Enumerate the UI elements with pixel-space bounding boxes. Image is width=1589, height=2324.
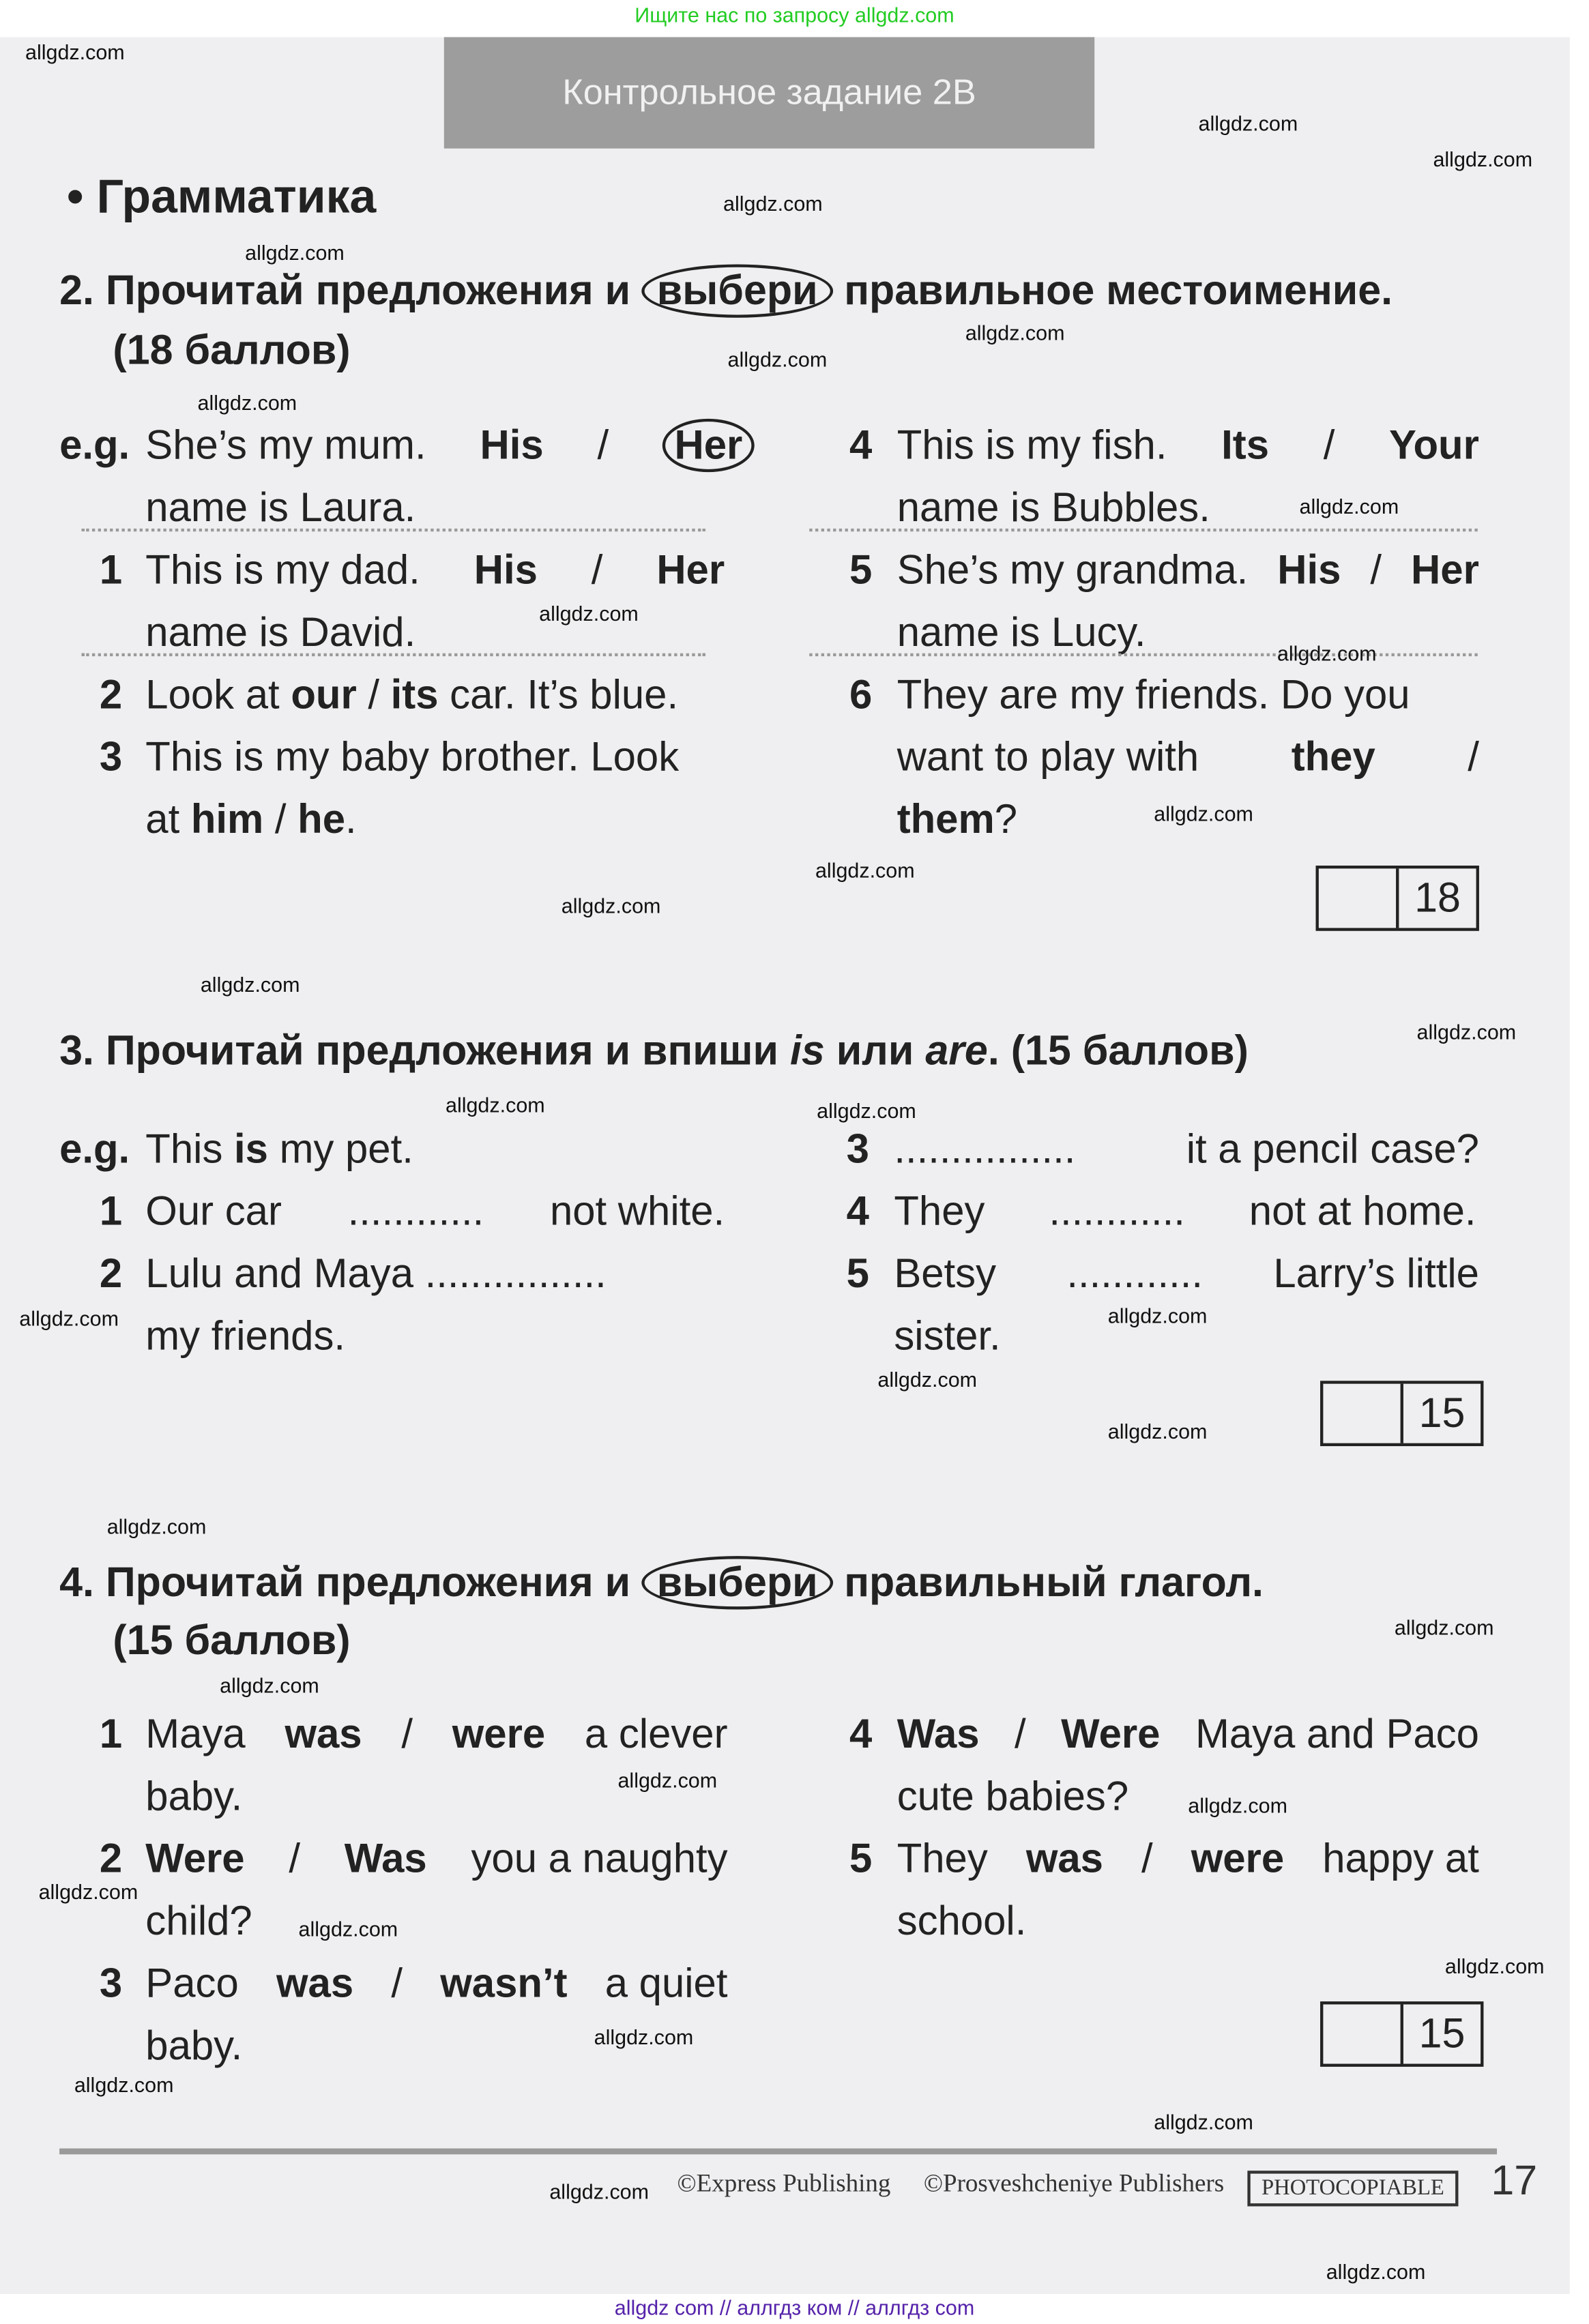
- ex3-eg: [145, 1124, 413, 1175]
- item-number: 2: [99, 1835, 123, 1881]
- sentence: a clever: [584, 1710, 728, 1756]
- ex2-title: [59, 267, 1393, 315]
- ex4-title: [59, 1559, 1264, 1606]
- option[interactable]: Her: [656, 546, 725, 593]
- watermark-text: allgdz.com: [1107, 1419, 1208, 1443]
- ex4-points: (15 баллов): [113, 1617, 351, 1663]
- item-number: 1: [99, 1188, 123, 1234]
- sentence: child?: [145, 1897, 252, 1944]
- ex4-instruction-end: правильный глагол.: [844, 1559, 1264, 1605]
- option[interactable]: he: [297, 795, 346, 842]
- option[interactable]: its: [390, 671, 439, 718]
- word-are: are: [925, 1027, 988, 1074]
- option[interactable]: His: [480, 422, 544, 468]
- ex2-eg-line: [145, 420, 754, 471]
- watermark-text: allgdz.com: [1198, 111, 1298, 136]
- watermark-text: allgdz.com: [19, 1306, 119, 1331]
- sentence: She’s my grandma.: [896, 546, 1249, 593]
- watermark-text: allgdz.com: [38, 1879, 139, 1904]
- watermark-text: allgdz.com: [877, 1367, 978, 1392]
- top-banner-note: Ищите нас по запросу allgdz.com: [635, 3, 954, 27]
- item-number: 1: [99, 546, 123, 593]
- page-number: 17: [1491, 2157, 1538, 2204]
- watermark-text: allgdz.com: [220, 1673, 319, 1697]
- sentence: Look at: [145, 671, 280, 718]
- watermark-text: allgdz.com: [197, 390, 297, 415]
- item-number: 5: [849, 1835, 873, 1881]
- watermark-text: allgdz.com: [539, 601, 639, 626]
- sentence: you a naughty: [471, 1835, 728, 1881]
- sentence: They: [894, 1188, 985, 1234]
- watermark-text: allgdz.com: [106, 1514, 207, 1538]
- option[interactable]: Her: [1411, 546, 1479, 593]
- slash: /: [1323, 422, 1335, 468]
- max-score: 15: [1418, 1389, 1466, 1436]
- option[interactable]: was: [276, 1960, 354, 2006]
- ex4-item-3: [145, 1958, 727, 2009]
- sentence: Larry’s little: [1273, 1250, 1479, 1297]
- score-input[interactable]: [1319, 868, 1399, 928]
- sentence: name is Bubbles.: [896, 484, 1210, 531]
- sentence: school.: [896, 1897, 1027, 1944]
- watermark-text: allgdz.com: [815, 858, 915, 882]
- sentence: not white.: [549, 1188, 725, 1234]
- watermark-text: allgdz.com: [1154, 801, 1253, 826]
- sentence: This is my dad.: [145, 546, 420, 593]
- ex3-instruction: 3. Прочитай предложения и впиши: [59, 1027, 779, 1074]
- sentence: Betsy: [894, 1250, 997, 1297]
- punctuation: ?: [994, 795, 1017, 842]
- answer: is: [234, 1125, 268, 1172]
- watermark-text: allgdz.com: [25, 40, 125, 64]
- ex4-number: 4.: [59, 1559, 94, 1605]
- watermark-text: allgdz.com: [74, 2072, 174, 2097]
- answer-blank[interactable]: ................: [424, 1250, 607, 1297]
- option[interactable]: they: [1291, 733, 1375, 780]
- option[interactable]: was: [1025, 1835, 1103, 1881]
- ex2-circled-word: выбери: [642, 264, 832, 317]
- score-input[interactable]: [1323, 2004, 1403, 2063]
- publisher-credit: ©Prosveshcheniye Publishers: [923, 2169, 1225, 2198]
- ex3-item-2: [145, 1249, 606, 1299]
- slash: /: [1141, 1835, 1153, 1881]
- answer-blank[interactable]: ............: [1049, 1188, 1185, 1234]
- slash: /: [274, 795, 287, 842]
- ex2-item-6-line3: [897, 795, 1017, 845]
- divider: [809, 529, 1477, 531]
- watermark-text: allgdz.com: [817, 1098, 916, 1123]
- ex3-title: [59, 1027, 1249, 1075]
- watermark-text: allgdz.com: [245, 240, 345, 265]
- watermark-text: allgdz.com: [1433, 147, 1533, 171]
- sentence: happy at: [1322, 1835, 1479, 1881]
- option[interactable]: His: [473, 546, 538, 593]
- sentence: This: [145, 1125, 223, 1172]
- sentence: at: [145, 795, 180, 842]
- score-box-ex4: [1320, 2001, 1483, 2067]
- divider: [809, 653, 1477, 656]
- ex2-item-4: [897, 420, 1479, 471]
- punctuation: .: [345, 795, 357, 842]
- ex2-instruction: Прочитай предложения и: [105, 267, 631, 314]
- eg-label: e.g.: [59, 422, 130, 468]
- slash: /: [1015, 1710, 1026, 1756]
- sentence: my friends.: [145, 1312, 346, 1359]
- max-score: 18: [1414, 874, 1461, 921]
- option[interactable]: was: [285, 1710, 362, 1756]
- slash: /: [1370, 546, 1382, 593]
- bottom-banner-note: allgdz com // аллгдз ком // аллгдз com: [614, 2295, 975, 2319]
- slash: /: [289, 1835, 301, 1881]
- option[interactable]: him: [190, 795, 264, 842]
- ex2-number: 2.: [59, 267, 94, 314]
- option[interactable]: Were: [1061, 1710, 1161, 1756]
- ex2-eg-line2: name is Laura.: [145, 484, 416, 531]
- watermark-text: allgdz.com: [617, 1768, 718, 1793]
- sentence: Paco: [145, 1960, 239, 2006]
- answer-blank[interactable]: ............: [1066, 1250, 1203, 1297]
- sentence: They: [896, 1835, 988, 1881]
- item-number: 3: [99, 733, 123, 780]
- ex2-item-1: [145, 545, 725, 595]
- item-number: 4: [849, 422, 873, 468]
- option[interactable]: were: [452, 1710, 546, 1756]
- sentence: This is my fish.: [896, 422, 1167, 468]
- divider: [82, 653, 705, 656]
- watermark-text: allgdz.com: [298, 1917, 398, 1941]
- sentence: a quiet: [604, 1960, 728, 2006]
- photocopiable-badge: PHOTOCOPIABLE: [1247, 2171, 1458, 2206]
- watermark-text: allgdz.com: [200, 972, 300, 997]
- sentence: Lulu and Maya: [145, 1250, 413, 1297]
- ex4-item-4: [897, 1709, 1479, 1759]
- ex2-item-3-line2: [145, 795, 356, 845]
- option[interactable]: our: [291, 671, 357, 718]
- max-score: 15: [1418, 2010, 1466, 2057]
- watermark-text: allgdz.com: [549, 2179, 650, 2204]
- footer-rule: [59, 2149, 1497, 2155]
- ex4-instruction: Прочитай предложения и: [105, 1559, 631, 1605]
- watermark-text: allgdz.com: [1107, 1304, 1208, 1327]
- slash: /: [401, 1710, 413, 1756]
- ex4-item-2: [145, 1834, 727, 1884]
- watermark-text: allgdz.com: [723, 191, 823, 216]
- watermark-text: allgdz.com: [1326, 2259, 1426, 2284]
- ex2-instruction-end: правильное местоимение.: [844, 267, 1393, 314]
- item-number: 3: [846, 1125, 869, 1172]
- sentence: She’s my mum.: [145, 422, 426, 468]
- watermark-text: allgdz.com: [1188, 1793, 1287, 1818]
- watermark-text: allgdz.com: [594, 2025, 694, 2049]
- answer-blank[interactable]: ............: [347, 1188, 484, 1234]
- sentence: They are my friends. Do you: [896, 671, 1410, 718]
- ex2-item-6-line2: [897, 732, 1479, 782]
- eg-label: e.g.: [59, 1125, 130, 1172]
- sentence: sister.: [894, 1312, 1001, 1359]
- option[interactable]: them: [896, 795, 995, 842]
- item-number: 2: [99, 671, 123, 718]
- ex4-item-5: [897, 1834, 1479, 1884]
- option-circled[interactable]: Her: [662, 419, 755, 472]
- option[interactable]: Your: [1389, 422, 1479, 468]
- ex3-item-3: [894, 1124, 1479, 1175]
- test-title: Контрольное задание 2B: [562, 72, 976, 113]
- slash: /: [597, 422, 609, 468]
- publisher-credit: ©Express Publishing: [677, 2169, 891, 2198]
- slash: /: [391, 1960, 403, 2006]
- sentence: Our car: [145, 1188, 282, 1234]
- option[interactable]: Was: [896, 1710, 980, 1756]
- section-heading: • Грамматика: [66, 169, 377, 223]
- item-number: 4: [846, 1188, 869, 1234]
- item-number: 4: [849, 1710, 873, 1756]
- watermark-text: allgdz.com: [1416, 1020, 1517, 1044]
- sentence: my pet.: [279, 1125, 413, 1172]
- sentence: baby.: [145, 1772, 243, 1819]
- ex3-item-4: [894, 1186, 1476, 1237]
- sentence: it a pencil case?: [1186, 1125, 1479, 1172]
- item-number: 6: [849, 671, 873, 718]
- slash: /: [591, 546, 603, 593]
- score-input[interactable]: [1323, 1384, 1403, 1443]
- item-number: 3: [99, 1960, 123, 2006]
- score-box-ex2: [1316, 866, 1479, 931]
- watermark-text: allgdz.com: [445, 1093, 545, 1117]
- sentence: want to play with: [896, 733, 1199, 780]
- ex3-points: . (15 баллов): [987, 1027, 1249, 1074]
- word-is: is: [789, 1027, 825, 1074]
- sentence: baby.: [145, 2022, 243, 2069]
- watermark-text: allgdz.com: [561, 894, 661, 918]
- ex3-item-1: [145, 1186, 725, 1237]
- sentence: Maya and Paco: [1195, 1710, 1479, 1756]
- option[interactable]: were: [1191, 1835, 1285, 1881]
- option[interactable]: Were: [145, 1835, 245, 1881]
- watermark-text: allgdz.com: [965, 321, 1065, 344]
- ex4-circled-word: выбери: [642, 1556, 832, 1609]
- item-number: 2: [99, 1250, 123, 1297]
- ex2-points: (18 баллов): [113, 326, 351, 373]
- slash: /: [1468, 733, 1479, 780]
- sentence: not at home.: [1249, 1188, 1476, 1234]
- test-header: [444, 37, 1094, 148]
- watermark-text: allgdz.com: [1277, 641, 1377, 666]
- sentence: car. It’s blue.: [450, 671, 679, 718]
- ex2-item-2: [145, 670, 678, 720]
- word-or: или: [836, 1027, 914, 1074]
- item-number: 1: [99, 1710, 123, 1756]
- item-number: 5: [849, 546, 873, 593]
- watermark-text: allgdz.com: [1154, 2110, 1253, 2134]
- sentence: This is my baby brother. Look: [145, 733, 680, 780]
- item-number: 5: [846, 1250, 869, 1297]
- watermark-text: allgdz.com: [1299, 494, 1399, 518]
- score-box-ex3: [1320, 1381, 1483, 1446]
- sentence: Maya: [145, 1710, 246, 1756]
- sentence: name is Lucy.: [896, 608, 1146, 655]
- watermark-text: allgdz.com: [1444, 1954, 1545, 1978]
- slash: /: [368, 671, 380, 718]
- ex2-item-5: [897, 545, 1479, 595]
- option[interactable]: wasn’t: [440, 1960, 568, 2006]
- option[interactable]: Its: [1221, 422, 1270, 468]
- ex4-item-1: [145, 1709, 727, 1759]
- sentence: name is David.: [145, 608, 416, 655]
- option[interactable]: Was: [344, 1835, 427, 1881]
- sentence: cute babies?: [896, 1772, 1129, 1819]
- option[interactable]: His: [1277, 546, 1341, 593]
- divider: [82, 529, 705, 531]
- watermark-text: allgdz.com: [1394, 1615, 1494, 1640]
- answer-blank[interactable]: ................: [894, 1125, 1076, 1172]
- watermark-text: allgdz.com: [727, 347, 828, 372]
- ex3-item-5: [894, 1249, 1479, 1299]
